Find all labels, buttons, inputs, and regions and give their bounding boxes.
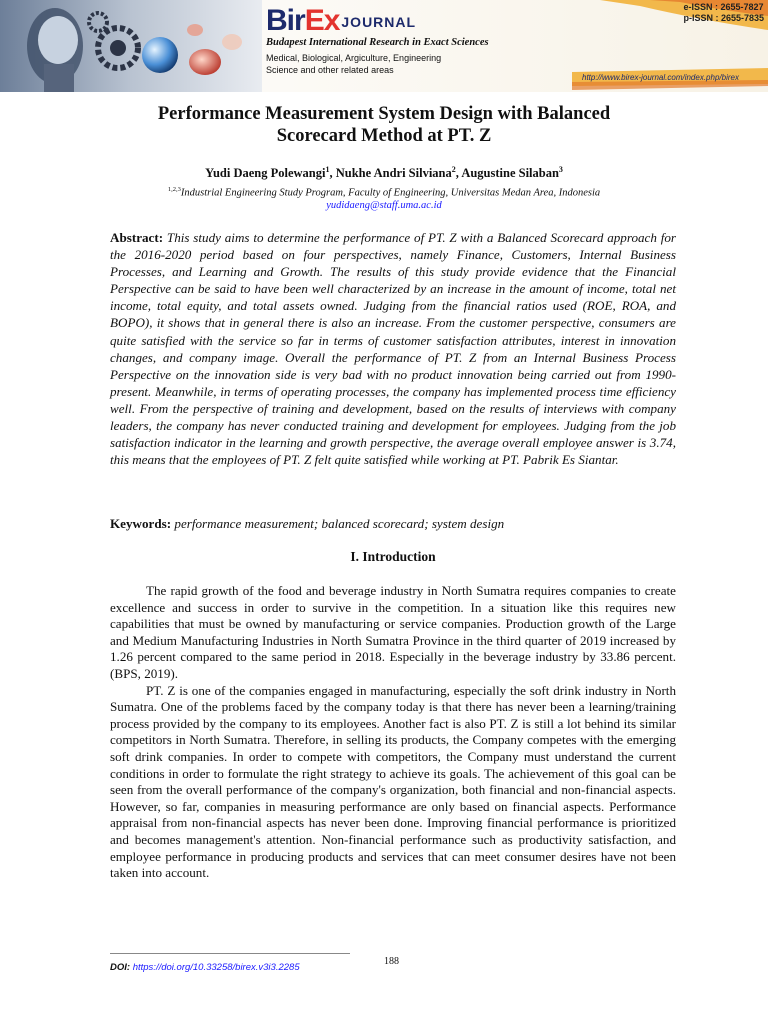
affiliation-text: Industrial Engineering Study Program, Faculty of Engineering, Universitas Medan Area, Indonesia: [180, 187, 601, 199]
author-1: Yudi Daeng Polewangi: [205, 166, 326, 181]
doi-label: DOI:: [110, 962, 131, 973]
affiliation-sup: 1,2,3: [167, 186, 181, 193]
eissn: e-ISSN : 2655-7827: [683, 2, 764, 12]
keywords: [110, 515, 676, 532]
keywords-text: performance measurement; balanced scorecard; system design: [174, 516, 505, 531]
affiliation: [100, 183, 668, 200]
author-2: Nukhe Andri Silviana: [335, 166, 452, 181]
footer-divider: [110, 953, 350, 954]
logo-ex: Ex: [304, 4, 340, 37]
paper-title-line2: Scorecard Method at PT. Z: [276, 126, 492, 146]
author-1-sup: 1: [325, 165, 330, 174]
issn-block: [683, 2, 764, 24]
author-list: Yudi Daeng Polewangi$^1$, Nukhe Andri Silviana$^2$, Augustine Silaban$^3$: [205, 165, 563, 181]
logo-journal: JOURNAL: [341, 14, 417, 30]
section-heading-introduction: I. Introduction: [350, 549, 436, 564]
page-number: 188: [384, 956, 399, 967]
introduction-body: [110, 583, 676, 882]
author-3: Augustine Silaban: [461, 166, 559, 181]
journal-scope: [266, 52, 441, 76]
journal-scope-line2: Science and other related areas: [266, 65, 394, 75]
paragraph: The rapid growth of the food and beverage industry in North Sumatra requires companies to create excellence and success in order to survive in the competition. In a situation like this requires new capabilities that must be owned by manufacturing or service companies. Production growth of the Large and Medium Manufacturing Industries in North Sumatra Province in the third quarter of 2019 increased by 1.26 percent compared to the same period in 2018. Especially in the beverage industry by 33.86 percent. (BPS, 2019).: [110, 583, 676, 681]
keywords-label: Keywords:: [110, 516, 172, 531]
logo-bir: Bir: [266, 4, 305, 37]
abstract-text: This study aims to determine the performance of PT. Z with a Balanced Scorecard approach for the 2016-2020 period based on four perspectives, namely Finance, Customers, Internal Business Processes, and Learning and Growth. The results of this study provide evidence that the Financial Perspective can be said to have been well characterized by an increase in the amount of income, total net income, total equity, and total assets owned. Judging from the financial ratios used (ROE, ROA, and BOPO), it shows that in general there is also an increase. From the customer perspective, consumers are quite satisfied with the service so far in terms of customer satisfaction attributes, interest in innovation changes, and company image. Overall the performance of PT. Z from an Internal Business Process Perspective on the innovation side is very bad with no product innovation being carried out from 1990-present. Meanwhile, in terms of operating processes, the company has implemented process time efficiency well. From the perspective of training and development, based on the results of interviews with company leaders, the company has never conducted training and development for employees. Judging from the job satisfaction indicator in the learning and growth perspective, the average overall employee answer is 3.74, this means that the employees of PT. Z felt quite satisfied while working at PT. Pabrik Es Siantar.: [110, 230, 677, 468]
abstract: [110, 229, 676, 468]
paper-title: [100, 103, 668, 147]
pissn: p-ISSN : 2655-7835: [683, 13, 764, 23]
paragraph: PT. Z is one of the companies engaged in manufacturing, especially the soft drink industry in North Sumatra. One of the problems faced by the company today is that there has never been a learning/training process provided by the company to its employees. Another fact is also PT. Z is still a lot behind its similar competitors in North Sumatra. Therefore, in selling its products, the Company competes with the emerging soft drink companies. In order to compete with competitors, the Company must understand the current conditions in order to formulate the right strategy to achieve its goals. The achievement of this goal can be seen from the overall performance of the company's organization, both financial and non-financial aspects. However, so far, companies in measuring performance are only based on financial aspects. Performance appraisal from non-financial aspects has never been done. Improving financial performance is prioritized and becomes management's attention. Non-financial performance such as productivity satisfaction, and employee performance in producing products and services that can meet consumer desires have not been taken into account.: [110, 682, 676, 881]
doi-link[interactable]: https://doi.org/10.33258/birex.v3i3.2285: [132, 962, 300, 973]
paper-title-line1: Performance Measurement System Design with Balanced: [157, 104, 611, 124]
journal-scope-line1: Medical, Biological, Argiculture, Engineering: [266, 53, 442, 63]
journal-logo: [266, 6, 416, 40]
doi-line: [110, 962, 300, 973]
author-2-sup: 2: [451, 165, 456, 174]
journal-banner: [0, 0, 768, 92]
corresponding-email[interactable]: yudidaeng@staff.uma.ac.id: [326, 200, 442, 211]
journal-subtitle: Budapest International Research in Exact Sciences: [266, 37, 489, 48]
abstract-label: Abstract:: [110, 230, 164, 245]
author-3-sup: 3: [558, 165, 563, 174]
journal-url[interactable]: http://www.birex-journal.com/index.php/birex: [582, 73, 739, 82]
